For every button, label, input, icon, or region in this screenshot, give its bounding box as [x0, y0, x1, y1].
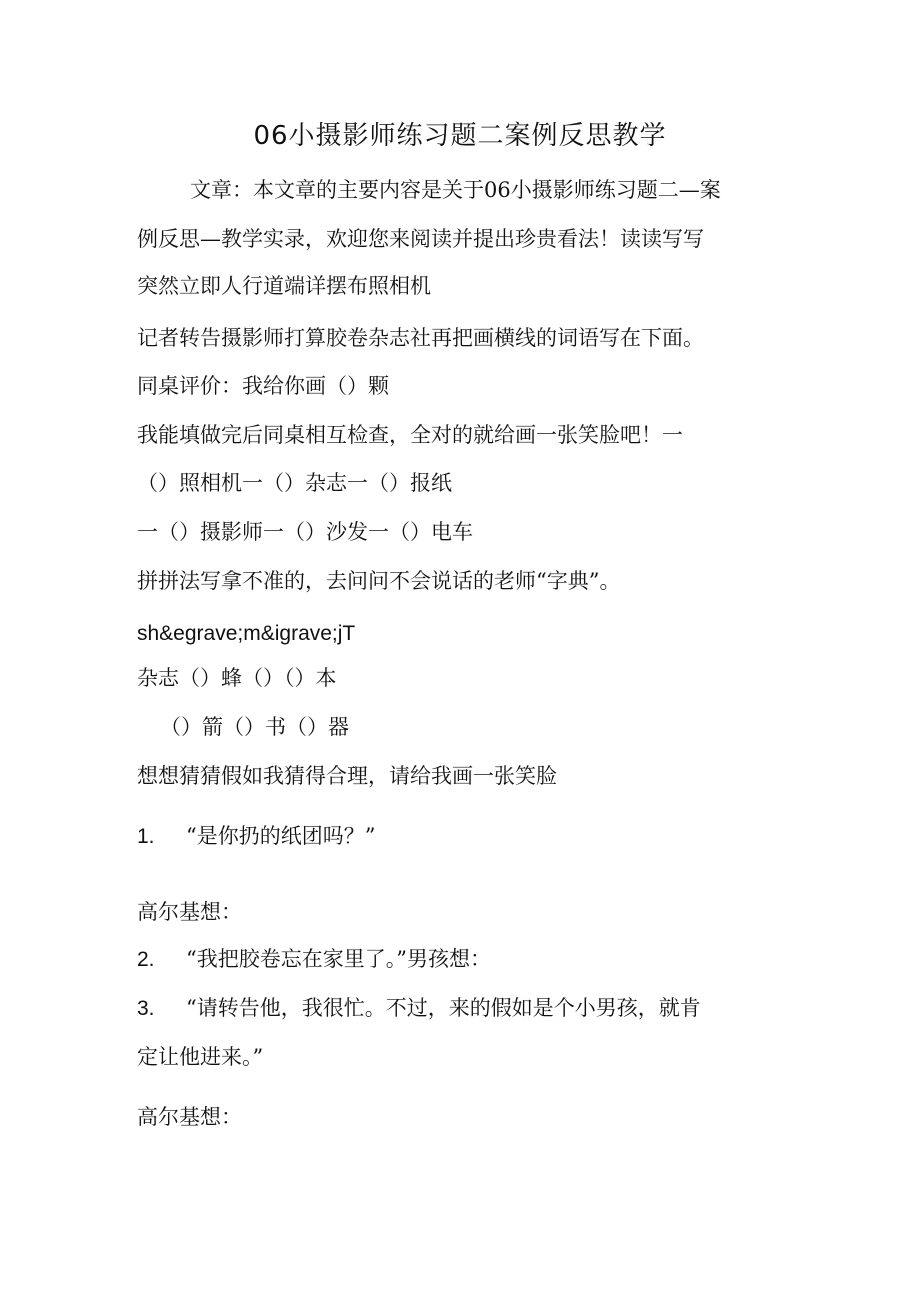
intro-line-2: 例反思—教学实录，欢迎您来阅读并提出珍贵看法！读读写写	[137, 227, 704, 251]
gorky-thought-1: 高尔基想：	[137, 900, 242, 924]
item-number-3: 3.	[137, 997, 155, 1020]
peer-review-line: 同桌评价：我给你画（）颗	[137, 374, 389, 398]
item-number-2: 2.	[137, 948, 155, 971]
instruction-line: 记者转告摄影师打算胶卷杂志社再把画横线的词语写在下面。	[137, 326, 704, 350]
word-list-line: 突然立即人行道端详摆布照相机	[137, 274, 431, 298]
item-text-1: “是你扔的纸团吗？”	[186, 824, 376, 848]
fill-in-instruction: 我能填做完后同桌相互检查，全对的就给画一张笑脸吧！一	[137, 423, 683, 447]
fill-in-row-2: 一（）摄影师一（）沙发一（）电车	[137, 520, 473, 544]
pinyin-line: sh&egrave;m&igrave;jT	[137, 622, 356, 645]
page-title: 06小摄影师练习题二案例反思教学	[253, 121, 667, 151]
item-text-3-cont: 定让他进来。”	[137, 1045, 264, 1069]
item-number-1: 1.	[137, 825, 155, 848]
fill-in-row-1: （）照相机一（）杂志一（）报纸	[137, 471, 452, 495]
gorky-thought-2: 高尔基想：	[137, 1105, 242, 1129]
word-fill-row-1: 杂志（）蜂（）（）本	[137, 666, 337, 690]
item-text-2: “我把胶卷忘在家里了。”男孩想：	[186, 947, 491, 971]
guess-instruction: 想想猜猜假如我猜得合理，请给我画一张笑脸	[137, 764, 557, 788]
pinyin-instruction: 拼拼法写拿不准的，去问问不会说话的老师“字典”。	[137, 569, 621, 593]
word-fill-row-2: （）箭（）书（）器	[160, 715, 349, 739]
item-text-3: “请转告他，我很忙。不过，来的假如是个小男孩，就肯	[186, 996, 701, 1020]
intro-line-1: 文章：本文章的主要内容是关于06小摄影师练习题二—案	[190, 178, 721, 202]
